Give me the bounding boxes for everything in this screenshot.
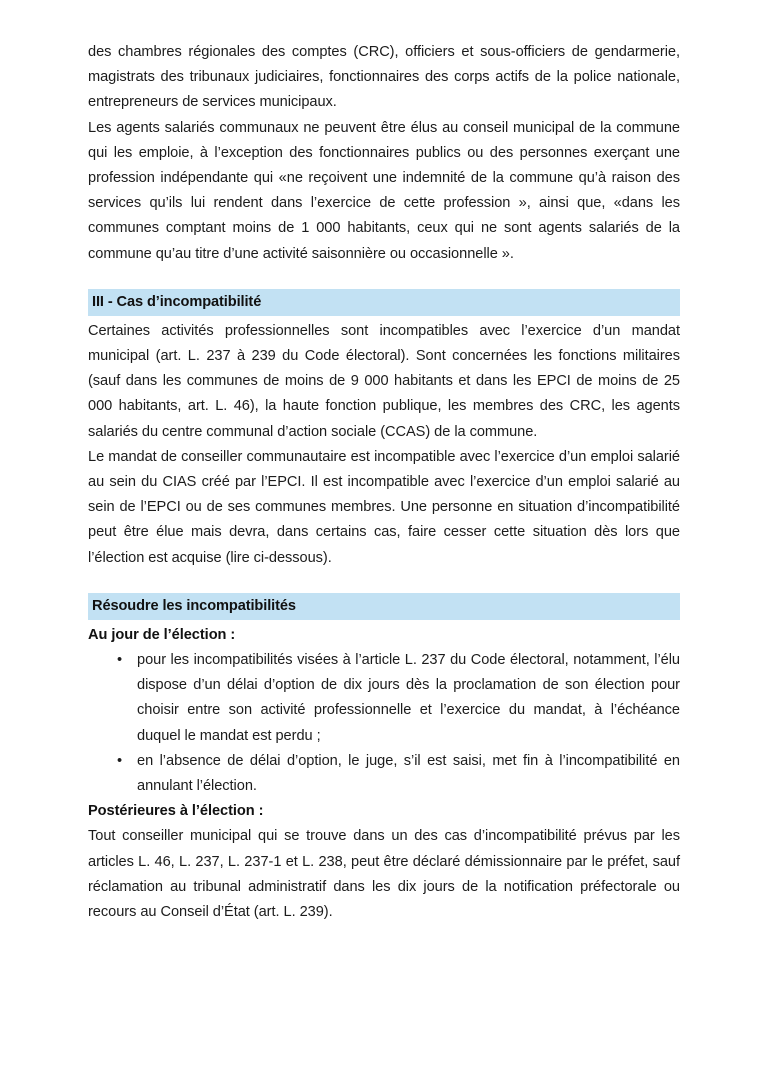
bullet-icon: • xyxy=(117,752,123,769)
section-heading-incompatibilite: III - Cas d’incompatibilité xyxy=(88,289,680,316)
spacer xyxy=(88,267,680,289)
paragraph-activites-professionnelles: Certaines activités professionnelles sont incompatibles avec l’exercice d’un mandat municipal (art. L. 237 à 239 du Code électoral). Sont concernées les fonctions militaires (sauf dans les communes de moins de 9 000 habitants et dans les EPCI de moins de 25 000 habitants, art. L. 46), la haute fonction publique, les membres des CRC, les agents salariés du centre communal d’action sociale (CCAS) de la commune. xyxy=(88,322,680,440)
bullet-icon: • xyxy=(117,652,123,669)
list-item-text: en l’absence de délai d’option, le juge, s’il est saisi, met fin à l’incompatibilité en annulant l’élection. xyxy=(137,752,680,795)
list-item xyxy=(88,749,680,799)
paragraph-conseiller-communautaire: Le mandat de conseiller communautaire est incompatible avec l’exercice d’un emploi salarié au sein du CIAS créé par l’EPCI. Il est incompatible avec l’exercice d’un emploi salarié au sein de l’EPCI ou de ses communes membres. Une personne en situation d’incompatibilité peut être élue mais devra, dans certains cas, faire cesser cette situation dès lors que l’élection est acquise (lire ci-dessous). xyxy=(88,448,680,566)
spacer xyxy=(88,571,680,593)
bullet-list-au-jour xyxy=(88,648,680,799)
subheading-posterieures-election: Postérieures à l’élection : xyxy=(88,803,264,820)
section-heading-resoudre: Résoudre les incompatibilités xyxy=(88,593,680,620)
list-item-text: pour les incompatibilités visées à l’article L. 237 du Code électoral, notamment, l’élu dispose d’un délai d’option de dix jours dès la proclamation de son élection pour choisir entre son activité professionnelle et l’exercice du mandat, à l’échéance duquel le mandat est perdu ; xyxy=(137,652,680,744)
paragraph-continuation: des chambres régionales des comptes (CRC), officiers et sous-officiers de gendarmerie, magistrats des tribunaux judiciaires, fonctionnaires des corps actifs de la police nationale, entrepreneurs de services municipaux. xyxy=(88,44,680,111)
list-item xyxy=(88,648,680,749)
text-column xyxy=(88,40,680,925)
paragraph-tout-conseiller-municipal: Tout conseiller municipal qui se trouve dans un des cas d’incompatibilité prévus par les articles L. 46, L. 237, L. 237-1 et L. 238, peut être déclaré démissionnaire par le préfet, sauf réclamation au tribunal administratif dans les dix jours de la notification préfectorale ou recours au Conseil d’État (art. L. 239). xyxy=(88,828,680,921)
paragraph-agents-salaries: Les agents salariés communaux ne peuvent être élus au conseil municipal de la commune qui les emploie, à l’exception des fonctionnaires publics ou des personnes exerçant une profession indépendante qui «ne reçoivent une indemnité de la commune qu’à raison des services qu’ils lui rendent dans l’exercice de cette profession », ainsi que, «dans les communes comptant moins de 1 000 habitants, ceux qui ne sont agents salariés de la commune qu’au titre d’une activité saisonnière ou occasionnelle ». xyxy=(88,119,680,262)
subheading-au-jour-election: Au jour de l’élection : xyxy=(88,626,236,643)
